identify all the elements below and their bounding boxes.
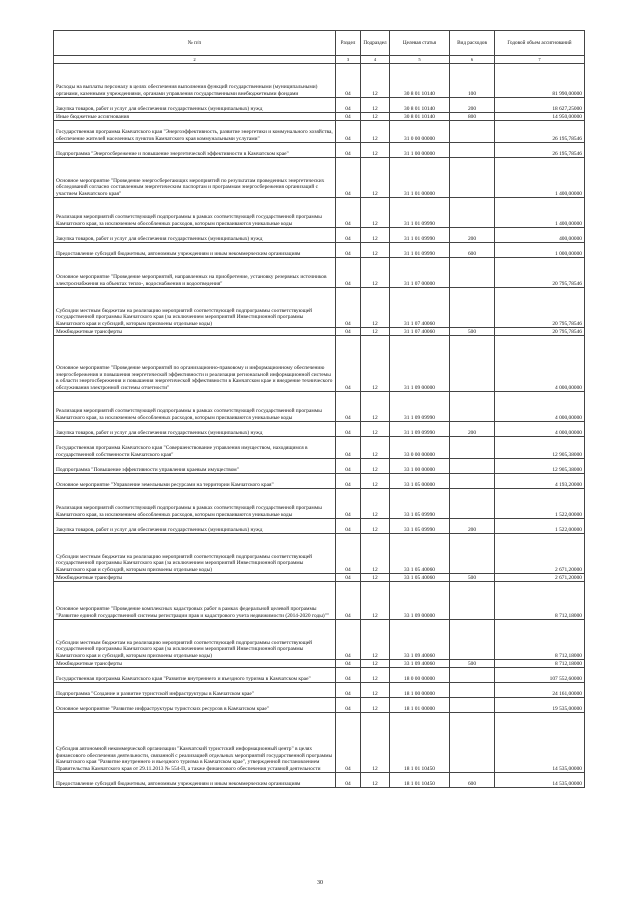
row-podrazdel: 12: [361, 121, 390, 143]
row-podrazdel: 12: [361, 660, 390, 668]
table-row: [54, 534, 585, 574]
table-row: [54, 668, 585, 683]
row-amount: 26 195,78546: [495, 121, 585, 143]
row-name: Межбюджетные трансферты: [54, 574, 336, 582]
row-expense-type: [450, 288, 495, 328]
row-amount: 4 000,00000: [495, 422, 585, 437]
header-target-article: Целевая статья: [390, 31, 450, 56]
row-amount: 24 161,00000: [495, 683, 585, 698]
row-expense-type: [450, 698, 495, 713]
row-target-article: 18 1 01 10450: [390, 713, 450, 773]
row-target-article: 31 1 01 09990: [390, 198, 450, 228]
row-name: Основное мероприятие "Проведение мероприятий по организационно-правовому и информационному обеспечению энергосбережения и повышения энергетической эффективности и реализация региональной информационной системы в области энергосбережения и повышения энергетической эффективности в Камчатском крае и внедрение технического обслуживания электронной системы отчетности": [54, 336, 336, 392]
row-name: Межбюджетные трансферты: [54, 660, 336, 668]
row-razdel: 04: [336, 668, 361, 683]
table-row: [54, 113, 585, 121]
row-podrazdel: 12: [361, 773, 390, 788]
row-podrazdel: 12: [361, 243, 390, 258]
row-expense-type: [450, 683, 495, 698]
row-amount: 8 712,18000: [495, 620, 585, 660]
table-row: [54, 288, 585, 328]
row-amount: 1 400,00000: [495, 198, 585, 228]
row-razdel: 04: [336, 243, 361, 258]
table-row: [54, 698, 585, 713]
row-name: Государственная программа Камчатского края "Развитие внутреннего и въездного туризма в Камчатском крае": [54, 668, 336, 683]
row-name: Основное мероприятие "Проведение мероприятий, направленных на приобретение, установку резервных источников электроснабжения на объектах тепло-, водоснабжения и водоотведения": [54, 258, 336, 288]
row-razdel: 04: [336, 574, 361, 582]
row-amount: 20 795,78546: [495, 288, 585, 328]
row-podrazdel: 12: [361, 258, 390, 288]
row-expense-type: 500: [450, 660, 495, 668]
row-name: Государственная программа Камчатского края "Энергоэффективность, развитие энергетики и коммунального хозяйства, обеспечение жителей населенных пунктов Камчатского края коммунальными услугами": [54, 121, 336, 143]
row-target-article: 31 1 01 00000: [390, 158, 450, 198]
row-razdel: 04: [336, 422, 361, 437]
row-razdel: 04: [336, 392, 361, 422]
row-expense-type: 200: [450, 422, 495, 437]
row-razdel: 04: [336, 143, 361, 158]
row-razdel: 04: [336, 98, 361, 113]
row-amount: 1 000,00000: [495, 243, 585, 258]
row-target-article: 31 0 00 00000: [390, 121, 450, 143]
table-row: [54, 121, 585, 143]
row-podrazdel: 12: [361, 534, 390, 574]
row-target-article: 33 0 00 00000: [390, 437, 450, 459]
table-row: [54, 474, 585, 489]
row-razdel: 04: [336, 459, 361, 474]
row-name: Подпрограмма "Создание и развитие туристской инфраструктуры в Камчатском крае": [54, 683, 336, 698]
row-razdel: 04: [336, 683, 361, 698]
row-razdel: 04: [336, 660, 361, 668]
row-expense-type: [450, 620, 495, 660]
table-body: [54, 64, 585, 788]
row-expense-type: [450, 459, 495, 474]
row-expense-type: 600: [450, 243, 495, 258]
row-expense-type: [450, 668, 495, 683]
row-amount: 18 627,25000: [495, 98, 585, 113]
table-row: [54, 519, 585, 534]
row-name: Закупка товаров, работ и услуг для обеспечения государственных (муниципальных) нужд: [54, 519, 336, 534]
table-row: [54, 143, 585, 158]
row-target-article: 33 1 05 40060: [390, 534, 450, 574]
row-name: Иные бюджетные ассигнования: [54, 113, 336, 121]
table-row: [54, 64, 585, 98]
row-razdel: 04: [336, 64, 361, 98]
column-index: 4: [361, 56, 390, 64]
row-name: Основное мероприятие "Проведение комплексных кадастровых работ в рамках федеральной целевой программы "Развитие единой государственной системы регистрации прав и кадастрового учета недвижимости (2014-2020 годы)"": [54, 582, 336, 620]
row-razdel: 04: [336, 489, 361, 519]
table-row: [54, 228, 585, 243]
table-row: [54, 713, 585, 773]
row-amount: 14 535,00000: [495, 713, 585, 773]
row-name: Подпрограмма "Энергосбережение и повышение энергетической эффективности в Камчатском крае": [54, 143, 336, 158]
row-target-article: 31 1 07 40060: [390, 328, 450, 336]
row-podrazdel: 12: [361, 683, 390, 698]
table-row: [54, 574, 585, 582]
row-razdel: 04: [336, 198, 361, 228]
row-target-article: 30 8 01 10140: [390, 113, 450, 121]
row-expense-type: [450, 392, 495, 422]
header-expense-type: Вид расходов: [450, 31, 495, 56]
page-number: 30: [317, 880, 323, 886]
row-target-article: 31 1 09 09990: [390, 422, 450, 437]
row-expense-type: [450, 534, 495, 574]
row-amount: 4 000,00000: [495, 392, 585, 422]
row-target-article: 33 1 05 09990: [390, 489, 450, 519]
row-name: Субсидия автономной некоммерческой организации "Камчатский туристский информационный центр" в целях финансового обеспечения деятельности, связанной с реализацией отдельных мероприятий государственной программы Камчатского края "Развитие внутреннего и въездного туризма в Камчатском крае", утвержденной постановлением Правительства Камчатского края от 29.11.2013 № 554-П, а также финансового обеспечения уставной деятельности: [54, 713, 336, 773]
table-row: [54, 98, 585, 113]
table-row: [54, 336, 585, 392]
row-amount: 2 671,20000: [495, 574, 585, 582]
row-name: Основное мероприятие "Управление земельными ресурсами на территории Камчатского края": [54, 474, 336, 489]
row-amount: 1 522,00000: [495, 519, 585, 534]
row-amount: 4 193,20000: [495, 474, 585, 489]
row-podrazdel: 12: [361, 158, 390, 198]
row-expense-type: [450, 336, 495, 392]
row-expense-type: 500: [450, 328, 495, 336]
row-target-article: 31 1 01 09990: [390, 243, 450, 258]
row-razdel: 04: [336, 620, 361, 660]
row-razdel: 04: [336, 582, 361, 620]
row-name: Государственная программа Камчатского края "Совершенствование управления имуществом, находящимся в государственной собственности Камчатского края": [54, 437, 336, 459]
row-target-article: 33 1 09 40060: [390, 660, 450, 668]
table-row: [54, 773, 585, 788]
row-target-article: 31 1 07 40060: [390, 288, 450, 328]
row-name: Закупка товаров, работ и услуг для обеспечения государственных (муниципальных) нужд: [54, 422, 336, 437]
row-target-article: 33 1 09 00000: [390, 582, 450, 620]
row-podrazdel: 12: [361, 698, 390, 713]
table-row: [54, 459, 585, 474]
row-podrazdel: 12: [361, 582, 390, 620]
table-row: [54, 582, 585, 620]
column-index: 3: [336, 56, 361, 64]
header-name: № п/п: [54, 31, 336, 56]
row-target-article: 18 1 01 00000: [390, 698, 450, 713]
row-amount: 19 535,00000: [495, 698, 585, 713]
row-podrazdel: 12: [361, 336, 390, 392]
row-amount: 12 905,38000: [495, 437, 585, 459]
row-expense-type: [450, 121, 495, 143]
row-podrazdel: 12: [361, 288, 390, 328]
row-target-article: 30 8 01 10140: [390, 98, 450, 113]
row-amount: 107 552,60000: [495, 668, 585, 683]
row-target-article: 31 1 01 09990: [390, 228, 450, 243]
row-target-article: 31 1 00 00000: [390, 143, 450, 158]
row-razdel: 04: [336, 437, 361, 459]
table-row: [54, 392, 585, 422]
row-target-article: 33 1 09 40060: [390, 620, 450, 660]
row-expense-type: [450, 158, 495, 198]
row-podrazdel: 12: [361, 422, 390, 437]
column-index: 7: [495, 56, 585, 64]
row-name: Субсидии местным бюджетам на реализацию мероприятий соответствующей подпрограммы соответствующей государственной программы Камчатского края (за исключением мероприятий Инвестиционной программы Камчатского края и субсидий, которым присвоены отдельные коды): [54, 288, 336, 328]
row-amount: 81 990,00000: [495, 64, 585, 98]
table-row: [54, 620, 585, 660]
row-expense-type: 200: [450, 98, 495, 113]
row-target-article: 31 1 07 00000: [390, 258, 450, 288]
row-name: Реализация мероприятий соответствующей подпрограммы в рамках соответствующей государственной программы Камчатского края, за исключением обособленных расходов, которым присваиваются уникальные коды: [54, 198, 336, 228]
row-razdel: 04: [336, 474, 361, 489]
row-name: Субсидии местным бюджетам на реализацию мероприятий соответствующей подпрограммы соответствующей государственной программы Камчатского края (за исключением мероприятий Инвестиционной программы Камчатского края и субсидий, которым присвоены отдельные коды): [54, 620, 336, 660]
header-annual-amount: Годовой объем ассигнований: [495, 31, 585, 56]
row-amount: 1 400,00000: [495, 158, 585, 198]
row-target-article: 33 1 05 40060: [390, 574, 450, 582]
row-podrazdel: 12: [361, 668, 390, 683]
row-expense-type: 600: [450, 773, 495, 788]
row-name: Основное мероприятие "Проведение энергосберегающих мероприятий по результатам проведенных энергетических обследований согласно составленным энергетическим паспортам и программам энергосбережения организаций с участием Камчатского края": [54, 158, 336, 198]
table-row: [54, 422, 585, 437]
header-podrazdel: Подраздел: [361, 31, 390, 56]
row-expense-type: 200: [450, 519, 495, 534]
table-row: [54, 243, 585, 258]
row-amount: 2 671,20000: [495, 534, 585, 574]
row-podrazdel: 12: [361, 713, 390, 773]
row-podrazdel: 12: [361, 620, 390, 660]
table-row: [54, 489, 585, 519]
row-amount: 8 712,18000: [495, 582, 585, 620]
table-row: [54, 660, 585, 668]
row-target-article: 33 1 05 09990: [390, 519, 450, 534]
column-index: 5: [390, 56, 450, 64]
table-header-row: [54, 31, 585, 56]
column-index: 6: [450, 56, 495, 64]
row-target-article: 33 1 05 00000: [390, 474, 450, 489]
row-expense-type: [450, 198, 495, 228]
row-expense-type: 100: [450, 64, 495, 98]
row-name: Закупка товаров, работ и услуг для обеспечения государственных (муниципальных) нужд: [54, 98, 336, 113]
row-razdel: 04: [336, 113, 361, 121]
table-row: [54, 158, 585, 198]
row-expense-type: [450, 143, 495, 158]
row-expense-type: [450, 489, 495, 519]
table-row: [54, 437, 585, 459]
row-razdel: 04: [336, 336, 361, 392]
row-expense-type: [450, 582, 495, 620]
row-name: Реализация мероприятий соответствующей подпрограммы в рамках соответствующей государственной программы Камчатского края, за исключением обособленных расходов, которым присваиваются уникальные коды: [54, 392, 336, 422]
row-name: Предоставление субсидий бюджетным, автономным учреждениям и иным некоммерческим организациям: [54, 243, 336, 258]
budget-table: [53, 30, 585, 788]
row-razdel: 04: [336, 228, 361, 243]
row-podrazdel: 12: [361, 64, 390, 98]
row-amount: 8 712,18000: [495, 660, 585, 668]
row-podrazdel: 12: [361, 437, 390, 459]
row-name: Подпрограмма "Повышение эффективности управления краевым имуществом": [54, 459, 336, 474]
row-expense-type: [450, 713, 495, 773]
row-expense-type: [450, 258, 495, 288]
row-name: Расходы на выплаты персоналу в целях обеспечения выполнения функций государственными (муниципальными) органами, казенными учреждениями, органами управления государственными внебюджетными фондами: [54, 64, 336, 98]
row-razdel: 04: [336, 258, 361, 288]
row-amount: 14 535,00000: [495, 773, 585, 788]
row-name: Предоставление субсидий бюджетным, автономным учреждениям и иным некоммерческим организациям: [54, 773, 336, 788]
row-expense-type: 200: [450, 228, 495, 243]
row-razdel: 04: [336, 773, 361, 788]
row-name: Закупка товаров, работ и услуг для обеспечения государственных (муниципальных) нужд: [54, 228, 336, 243]
row-target-article: 31 1 09 09990: [390, 392, 450, 422]
row-podrazdel: 12: [361, 113, 390, 121]
table-row: [54, 258, 585, 288]
row-target-article: 30 8 01 10140: [390, 64, 450, 98]
row-amount: 20 795,78546: [495, 328, 585, 336]
row-podrazdel: 12: [361, 198, 390, 228]
row-amount: 400,00000: [495, 228, 585, 243]
row-podrazdel: 12: [361, 143, 390, 158]
row-razdel: 04: [336, 534, 361, 574]
row-amount: 4 000,00000: [495, 336, 585, 392]
row-razdel: 04: [336, 328, 361, 336]
row-target-article: 18 0 00 00000: [390, 668, 450, 683]
row-razdel: 04: [336, 698, 361, 713]
row-name: Субсидии местным бюджетам на реализацию мероприятий соответствующей подпрограммы соответствующей государственной программы Камчатского края (за исключением мероприятий Инвестиционной программы Камчатского края и субсидий, которым присвоены отдельные коды): [54, 534, 336, 574]
header-razdel: Раздел: [336, 31, 361, 56]
row-podrazdel: 12: [361, 574, 390, 582]
row-podrazdel: 12: [361, 328, 390, 336]
row-name: Основное мероприятие "Развитие инфраструктуры туристских ресурсов в Камчатском крае": [54, 698, 336, 713]
row-amount: 20 795,78546: [495, 258, 585, 288]
table-row: [54, 683, 585, 698]
row-razdel: 04: [336, 158, 361, 198]
table-row: [54, 328, 585, 336]
budget-document-page: [53, 30, 584, 788]
row-target-article: 33 1 00 00000: [390, 459, 450, 474]
row-razdel: 04: [336, 713, 361, 773]
row-target-article: 18 1 01 10450: [390, 773, 450, 788]
row-amount: 14 950,00000: [495, 113, 585, 121]
row-podrazdel: 12: [361, 474, 390, 489]
row-razdel: 04: [336, 121, 361, 143]
row-razdel: 04: [336, 519, 361, 534]
row-podrazdel: 12: [361, 392, 390, 422]
row-expense-type: [450, 437, 495, 459]
table-row: [54, 198, 585, 228]
row-podrazdel: 12: [361, 489, 390, 519]
row-podrazdel: 12: [361, 519, 390, 534]
column-index-row: [54, 56, 585, 64]
row-razdel: 04: [336, 288, 361, 328]
row-podrazdel: 12: [361, 228, 390, 243]
row-podrazdel: 12: [361, 459, 390, 474]
row-name: Реализация мероприятий соответствующей подпрограммы в рамках соответствующей государственной программы Камчатского края, за исключением обособленных расходов, которым присваиваются уникальные коды: [54, 489, 336, 519]
row-name: Межбюджетные трансферты: [54, 328, 336, 336]
row-target-article: 18 1 00 00000: [390, 683, 450, 698]
row-podrazdel: 12: [361, 98, 390, 113]
row-amount: 1 522,00000: [495, 489, 585, 519]
row-expense-type: 800: [450, 113, 495, 121]
row-amount: 26 195,78546: [495, 143, 585, 158]
row-expense-type: 500: [450, 574, 495, 582]
row-expense-type: [450, 474, 495, 489]
row-amount: 12 905,38000: [495, 459, 585, 474]
row-target-article: 31 1 09 00000: [390, 336, 450, 392]
column-index: 2: [54, 56, 336, 64]
